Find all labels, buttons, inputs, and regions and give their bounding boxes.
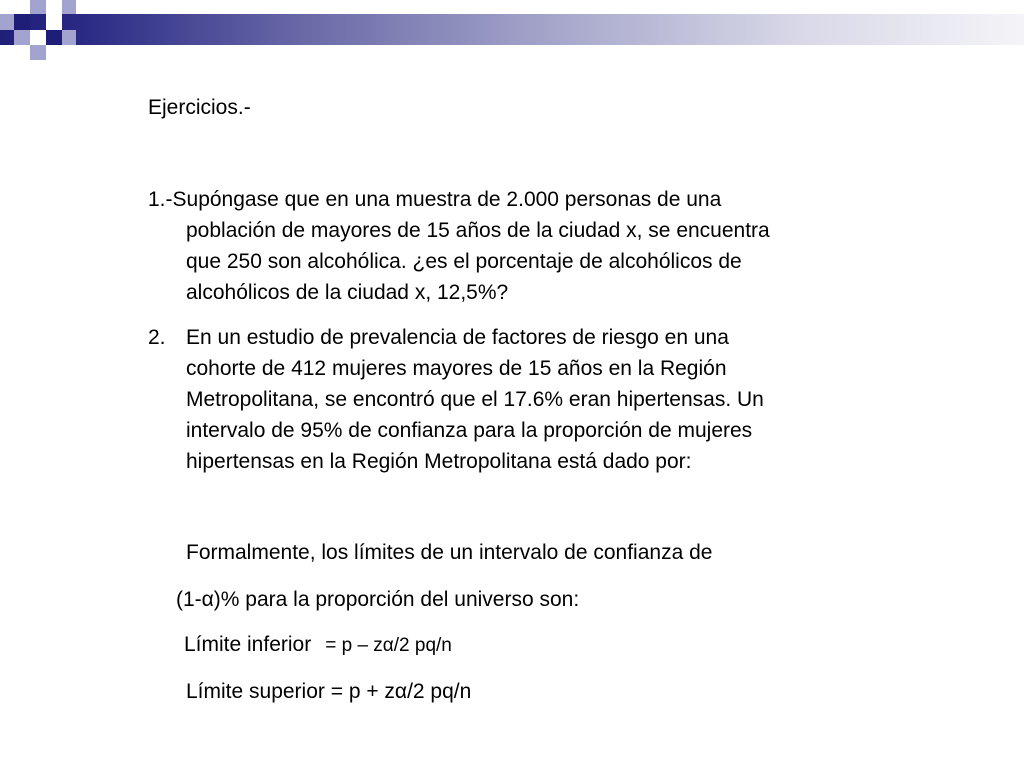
decor-square-lavender-5 [62,30,76,45]
exercise-1-line: población de mayores de 15 años de la ciudad x, se encuentra [186,219,770,242]
decor-square-white-2 [30,30,46,45]
exercise-2-number: 2. [148,326,166,349]
exercise-2-line: cohorte de 412 mujeres mayores de 15 años en la Región [186,357,727,380]
decor-square-white-1 [46,14,62,30]
decor-square-navy-2 [46,30,62,45]
exercise-2-line: Metropolitana, se encontró que el 17.6% eran hipertensas. Un [186,388,764,411]
decor-square-lavender-4 [30,45,46,60]
slide-heading: Ejercicios.- [148,96,251,119]
decor-square-lavender-3 [14,30,30,45]
header-gradient-bar [0,14,1024,45]
exercise-2-line: En un estudio de prevalencia de factores de riesgo en una [186,326,729,349]
decor-square-lavender-6 [0,14,14,30]
decor-square-lavender-2 [62,0,76,14]
formal-definition-text: Formalmente, los límites de un intervalo de confianza de [186,541,713,564]
exercise-1-line: alcohólicos de la ciudad x, 12,5%? [186,281,509,304]
lower-limit-formula [184,629,452,661]
exercise-2-line: hipertensas en la Región Metropolitana está dado por: [186,450,692,473]
upper-limit-formula: Límite superior = p + zα/2 pq/n [186,680,472,703]
exercise-1 [148,184,770,308]
exercise-2-line: intervalo de 95% de confianza para la proporción de mujeres [186,419,753,442]
proportion-text: (1-α)% para la proporción del universo son: [176,588,580,611]
decor-square-navy-1 [14,14,30,30]
exercise-1-line: 1.-Supóngase que en una muestra de 2.000 personas de una [148,188,722,211]
decor-square-lavender-1 [30,0,46,14]
lower-limit-expression: = p – zα/2 pq/n [325,635,452,656]
lower-limit-label: Límite inferior [184,633,312,656]
exercise-2 [148,322,764,477]
exercise-1-line: que 250 son alcohólica. ¿es el porcentaje de alcohólicos de [186,250,742,273]
